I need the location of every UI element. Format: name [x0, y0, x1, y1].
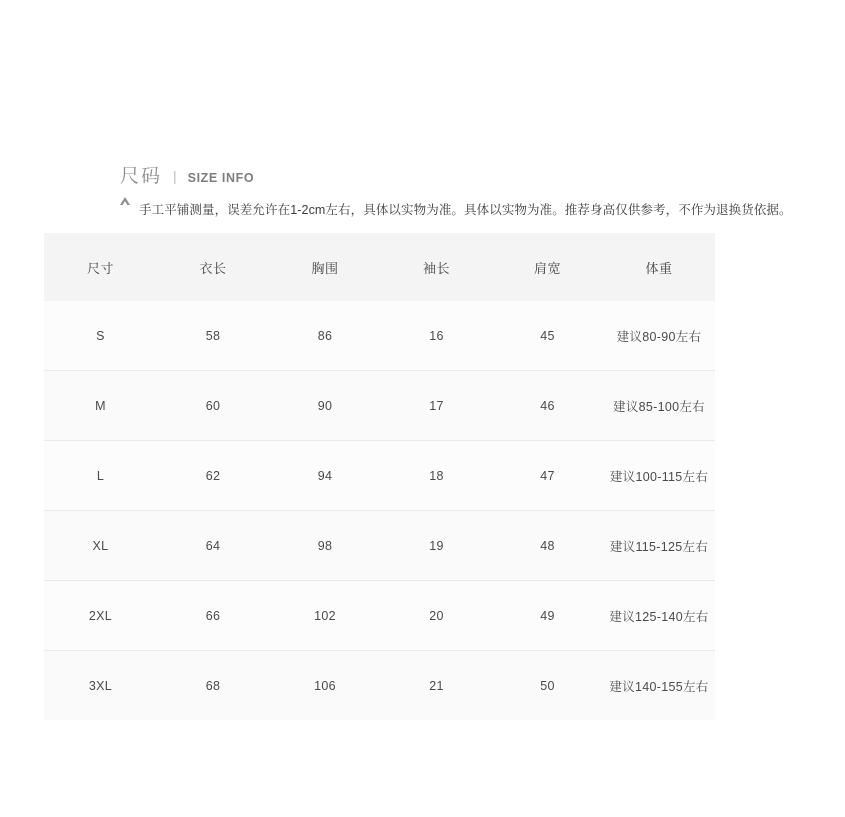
table-row: [44, 371, 715, 441]
cell-length: 64: [157, 511, 269, 581]
cell-sleeve: 18: [381, 441, 492, 511]
cell-weight: 建议85-100左右: [603, 371, 715, 441]
cell-shoulder: 49: [492, 581, 603, 651]
cell-weight: 建议100-115左右: [603, 441, 715, 511]
cell-size: M: [44, 371, 157, 441]
cell-sleeve: 20: [381, 581, 492, 651]
cell-shoulder: 48: [492, 511, 603, 581]
warning-triangle-icon: [120, 205, 130, 213]
table-row: [44, 441, 715, 511]
cell-bust: 98: [269, 511, 381, 581]
table-row: [44, 581, 715, 651]
cell-size: 3XL: [44, 651, 157, 721]
cell-shoulder: 46: [492, 371, 603, 441]
cell-bust: 102: [269, 581, 381, 651]
page-title-cn: 尺码: [120, 166, 163, 187]
cell-length: 60: [157, 371, 269, 441]
cell-weight: 建议140-155左右: [603, 651, 715, 721]
cell-sleeve: 17: [381, 371, 492, 441]
column-header-size: 尺寸: [44, 233, 157, 301]
cell-shoulder: 50: [492, 651, 603, 721]
cell-bust: 86: [269, 301, 381, 371]
cell-bust: 94: [269, 441, 381, 511]
cell-bust: 90: [269, 371, 381, 441]
cell-sleeve: 21: [381, 651, 492, 721]
table-header-row: [44, 233, 715, 301]
cell-size: L: [44, 441, 157, 511]
cell-length: 58: [157, 301, 269, 371]
column-header-bust: 胸围: [269, 233, 381, 301]
column-header-weight: 体重: [603, 233, 715, 301]
column-header-length: 衣长: [157, 233, 269, 301]
cell-bust: 106: [269, 651, 381, 721]
measurement-note-text: 手工平铺测量，误差允许在1-2cm左右，具体以实物为准。具体以实物为准。推荐身高仅供参考，不作为退换货依据。: [139, 203, 792, 217]
cell-weight: 建议115-125左右: [603, 511, 715, 581]
cell-shoulder: 47: [492, 441, 603, 511]
cell-length: 68: [157, 651, 269, 721]
table-body: [44, 301, 715, 720]
table-row: [44, 651, 715, 721]
size-chart-table: [44, 233, 715, 720]
cell-shoulder: 45: [492, 301, 603, 371]
column-header-sleeve: 袖长: [381, 233, 492, 301]
measurement-note: [120, 200, 792, 218]
page-title: [120, 161, 254, 188]
cell-size: S: [44, 301, 157, 371]
title-divider: |: [173, 168, 177, 184]
table-row: [44, 301, 715, 371]
column-header-shoulder: 肩宽: [492, 233, 603, 301]
cell-sleeve: 16: [381, 301, 492, 371]
cell-length: 62: [157, 441, 269, 511]
cell-weight: 建议80-90左右: [603, 301, 715, 371]
cell-weight: 建议125-140左右: [603, 581, 715, 651]
cell-size: 2XL: [44, 581, 157, 651]
table-row: [44, 511, 715, 581]
cell-size: XL: [44, 511, 157, 581]
page-title-en: SIZE INFO: [187, 171, 255, 185]
table-header: [44, 233, 715, 301]
cell-length: 66: [157, 581, 269, 651]
cell-sleeve: 19: [381, 511, 492, 581]
